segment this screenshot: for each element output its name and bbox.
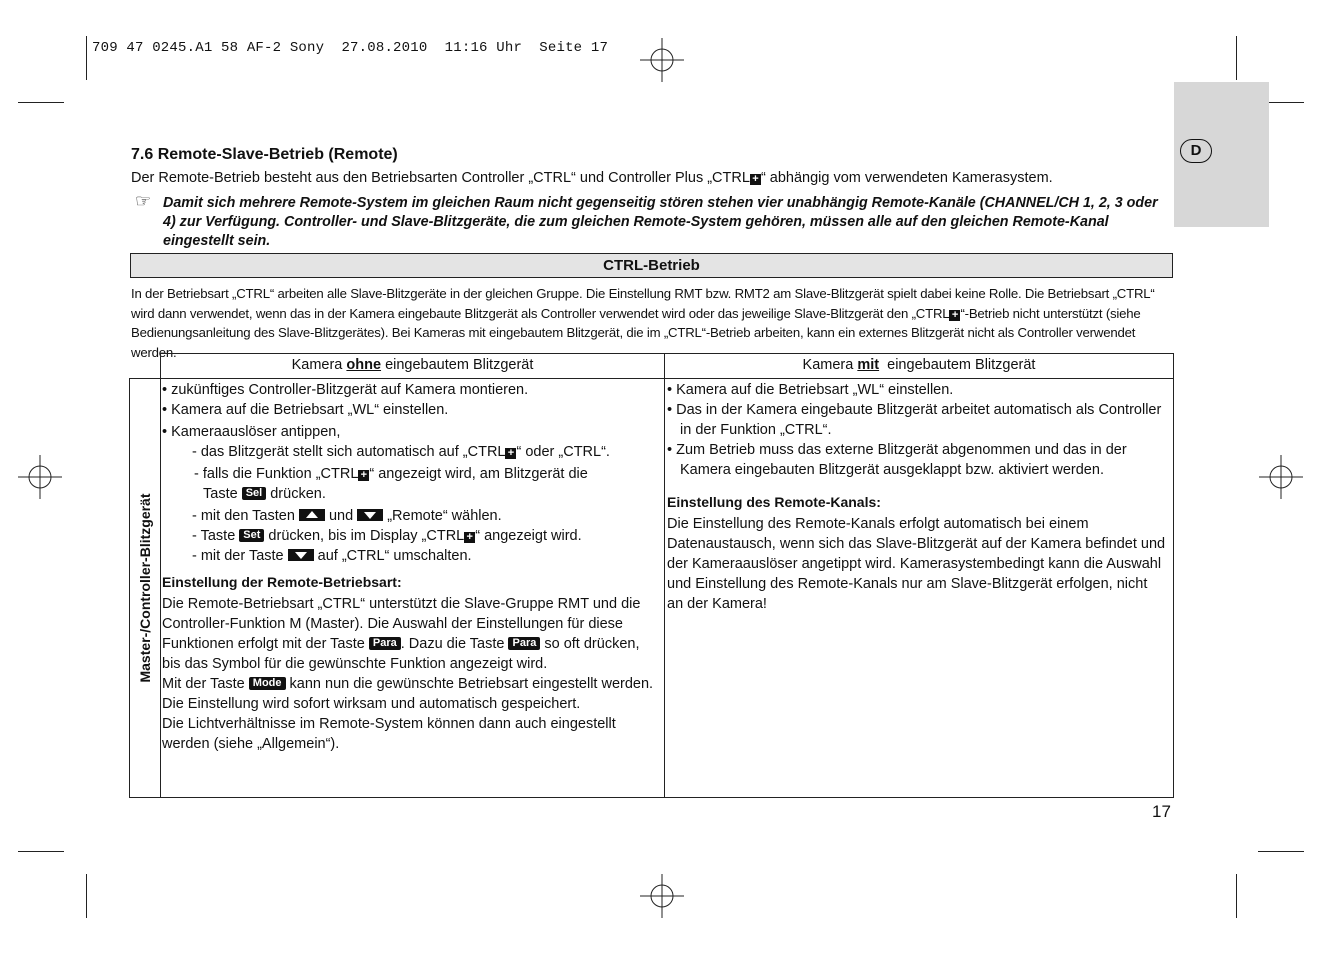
box-description: In der Betriebsart „CTRL“ arbeiten alle Slave-Blitzgeräte in der gleichen Gruppe. Die Einstellung RMT bzw. RMT2 am Slave-Blitzgerät spielt dabei keine Rolle. Die Betriebsart „CTRL“ wird dann verwendet, wenn das in der Kamera eingebaute Blitzgerät als Controller verwendet wird oder das jeweilige Slave-Blitzgerät den „CTRL + “-Betrieb nicht unterstützt (siehe Bedienungsanleitung des Slave-Blitzgerätes). Bei Kameras mit eingebautem Blitzgerät, die im „CTRL“-Betrieb arbeiten, kann ein externes Blitzgerät nicht als Controller verwendet werden. (131, 286, 1155, 360)
mode-key-icon: Mode (249, 677, 286, 690)
section-intro: Der Remote-Betrieb besteht aus den Betriebsarten Controller „CTRL“ und Controller Plus „CTRL + “ abhängig vom verwendeten Kamerasystem. (131, 170, 1053, 186)
column-header-without: Kamera ohne eingebautem Blitzgerät (291, 357, 534, 373)
print-header: 709 47 0245.A1 58 AF-2 Sony 27.08.2010 11:16 Uhr Seite 17 (92, 40, 609, 56)
cell-without-builtin-flash: • zukünftiges Controller-Blitzgerät auf Kamera montieren. • Kamera auf die Betriebsart „WL“ einstellen. • Kameraauslöser antippen, - das Blitzgerät stellt sich automatisch auf „CTRL + “ oder „CTRL“. - falls die Funktion „CTRL + “ angezeigt wird, am Blitzgerät die Taste Sel drücken. - mit den Tasten und „Remote“ wählen. - Taste Set drücken, bis im Display „CTRL + “ angezeigt wird. - mit der Taste auf „CTRL“ umschalten. Einstellung der Remote-Betriebsart: Die Remote-Betriebsart „CTRL“ unterstützt die Slave-Gruppe RMT und die Controller-Funktion M (Master). Die Auswahl der Einstellungen für diese Funktionen erfolgt mit der Taste Para . Dazu die Taste Para so oft drücken, bis das Symbol für die gewünschte Funktion angezeigt wird. Mit der Taste Mode kann nun die gewünschte Betriebsart eingestellt werden. Die Einstellung wird sofort wirksam und automatisch gespeichert. Die Lichtverhältnisse im Remote-System können dann auch eingestellt werden (siehe „Allgemein“). (162, 382, 654, 752)
column-header-with: Kamera mit eingebautem Blitzgerät (802, 357, 1036, 373)
up-arrow-key-icon (299, 509, 325, 521)
registration-mark-icon (640, 874, 684, 918)
registration-mark-icon (18, 455, 62, 499)
column-divider (664, 353, 665, 798)
plus-icon: + (464, 532, 475, 543)
page-number: 17 (1152, 802, 1171, 821)
crop-mark (1258, 851, 1304, 852)
crop-mark (86, 874, 87, 918)
set-key-icon: Set (239, 529, 264, 542)
sel-key-icon: Sel (242, 487, 267, 500)
para-key-icon: Para (369, 637, 401, 650)
language-badge: D (1180, 139, 1212, 163)
crop-mark (1236, 874, 1237, 918)
plus-icon: + (750, 174, 761, 185)
crop-mark (1236, 36, 1237, 80)
down-arrow-key-icon (357, 509, 383, 521)
plus-icon: + (505, 448, 516, 459)
plus-icon: + (358, 470, 369, 481)
cell-with-builtin-flash: • Kamera auf die Betriebsart „WL“ einstellen. • Das in der Kamera eingebaute Blitzgerät arbeitet automatisch als Controller in der Funktion „CTRL“. • Zum Betrieb muss das externe Blitzgerät abgenommen und das in der Kamera eingebauten Blitzgerät ausgeklappt bzw. aktiviert werden. Einstellung des Remote-Kanals: Die Einstellung des Remote-Kanals erfolgt automatisch bei einem Datenaustausch, wenn sich das Slave-Blitzgerät auf der Kamera befindet und der Kameraauslöser angetippt wird. Kamerasystembedingt kann die Auswahl und Einstellung des Remote-Kanals nur am Slave-Blitzgerät erfolgen, nicht an der Kamera! (667, 382, 1166, 612)
plus-icon: + (949, 310, 960, 321)
crop-mark (86, 36, 87, 80)
registration-mark-icon (1259, 455, 1303, 499)
crop-mark (18, 851, 64, 852)
registration-mark-icon (640, 38, 684, 82)
note-text: Damit sich mehrere Remote-System im gleichen Raum nicht gegenseitig stören stehen vier unabhängig Remote-Kanäle (CHANNEL/CH 1, 2, 3 oder 4) zur Verfügung. Controller- und Slave-Blitzgeräte, die zum gleichen Remote-System gehören, müssen alle auf den gleichen Remote-Kanal eingestellt sein. (163, 195, 1158, 249)
pointing-hand-icon: ☞ (135, 191, 152, 211)
section-title: 7.6 Remote-Slave-Betrieb (Remote) (131, 146, 398, 163)
header-divider (160, 378, 1174, 379)
crop-mark (18, 102, 64, 103)
para-key-icon: Para (508, 637, 540, 650)
row-label: Master-/Controller-Blitzgerät (137, 492, 153, 683)
box-title: CTRL-Betrieb (130, 253, 1173, 278)
down-arrow-key-icon (288, 549, 314, 561)
